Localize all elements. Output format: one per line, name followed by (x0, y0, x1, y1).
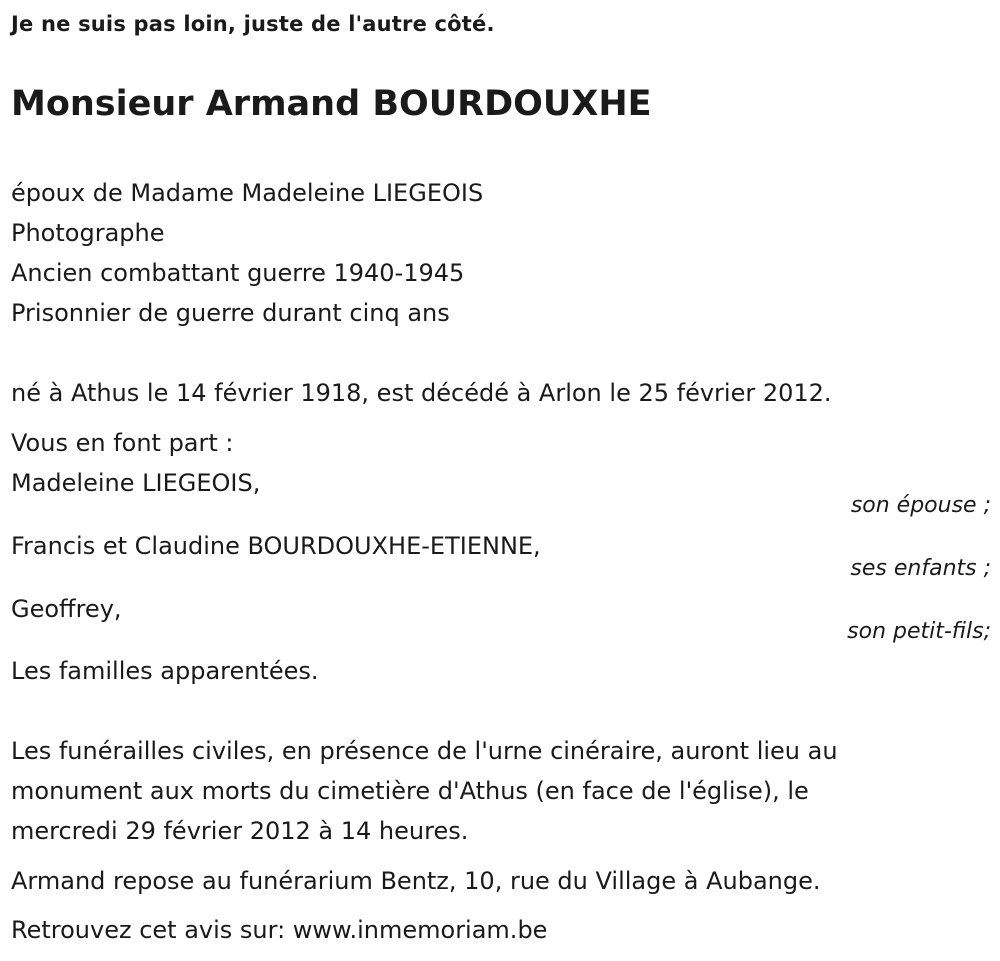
detail-profession: Photographe (11, 219, 165, 247)
family-member-name: Francis et Claudine BOURDOUXHE-ETIENNE, (11, 532, 541, 560)
family-member-role: son épouse ; (850, 493, 991, 518)
relatives-line: Les familles apparentées. (11, 657, 319, 685)
announcement-intro: Vous en font part : (11, 429, 234, 457)
detail-spouse: époux de Madame Madeleine LIEGEOIS (11, 179, 484, 207)
funeral-line: monument aux morts du cimetière d'Athus (en face de l'église), le (11, 777, 809, 805)
family-member-role: ses enfants ; (850, 556, 991, 581)
rest-place-line: Armand repose au funérarium Bentz, 10, rue du Village à Aubange. (11, 867, 821, 895)
deceased-name: Monsieur Armand BOURDOUXHE (11, 84, 652, 124)
detail-veteran: Ancien combattant guerre 1940-1945 (11, 259, 465, 287)
funeral-line: Les funérailles civiles, en présence de l'urne cinéraire, auront lieu au (11, 737, 838, 765)
family-member-name: Madeleine LIEGEOIS, (11, 469, 261, 497)
family-member-name: Geoffrey, (11, 595, 122, 623)
funeral-line: mercredi 29 février 2012 à 14 heures. (11, 817, 469, 845)
website-line: Retrouvez cet avis sur: www.inmemoriam.be (11, 916, 548, 944)
epigraph: Je ne suis pas loin, juste de l'autre côté. (11, 12, 495, 36)
detail-prisoner: Prisonnier de guerre durant cinq ans (11, 299, 450, 327)
family-member-role: son petit-fils; (847, 619, 991, 644)
birth-death-line: né à Athus le 14 février 1918, est décédé à Arlon le 25 février 2012. (11, 379, 832, 407)
